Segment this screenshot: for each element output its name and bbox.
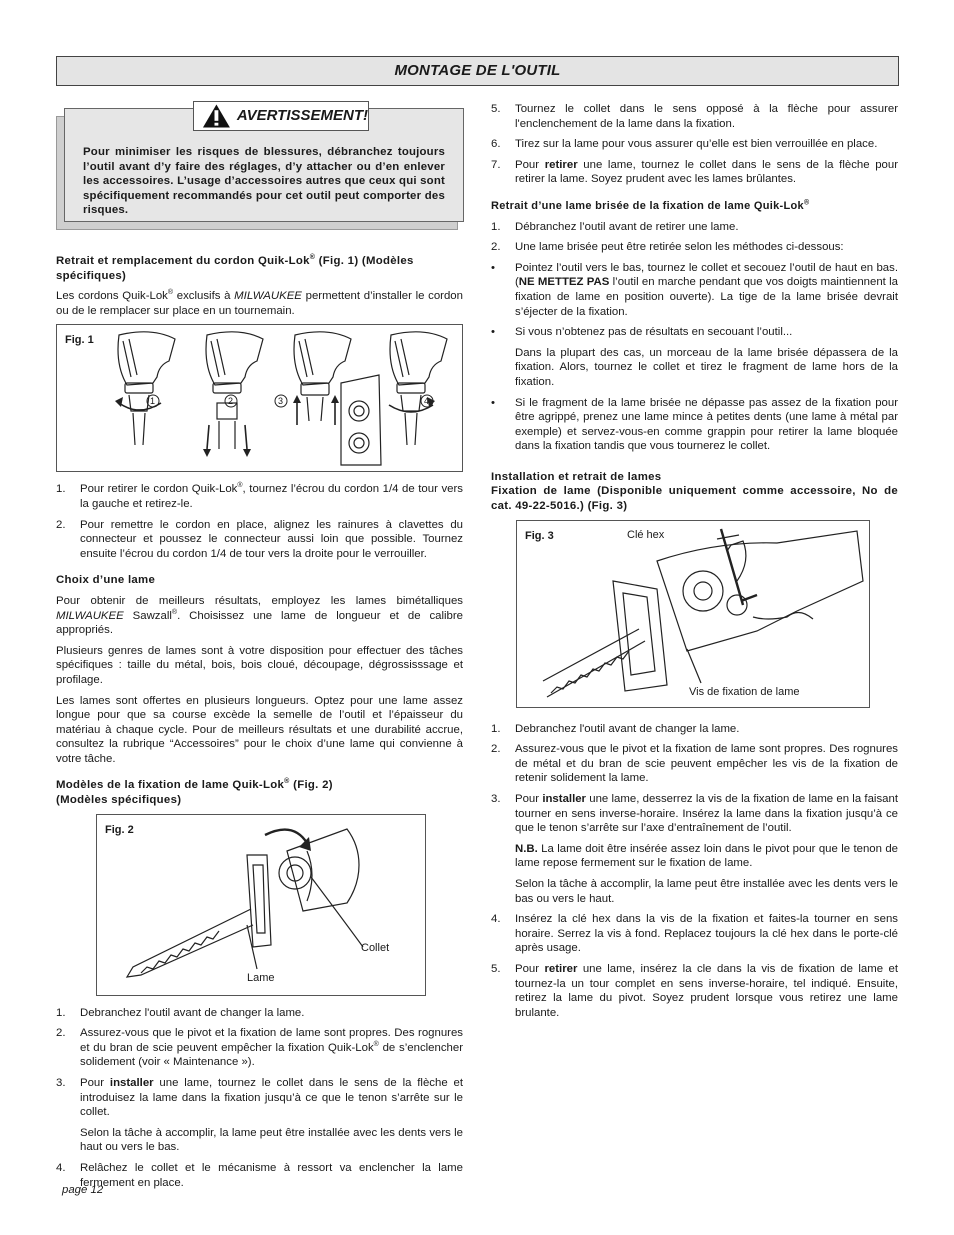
list-item: 1. Debranchez l'outil avant de changer la lame. — [491, 722, 740, 735]
figure-1-label: Fig. 1 — [65, 334, 94, 347]
collet-caption: Collet — [361, 941, 390, 954]
warning-box — [56, 102, 463, 234]
marker-1: 1 — [150, 396, 156, 407]
install-heading-2: Fixation de lame (Disponible uniquement comme accessoire, No de cat. 49-22-5016.) (Fig. 3) — [491, 485, 898, 513]
figure-2 — [96, 814, 426, 996]
figure-2-label: Fig. 2 — [105, 823, 134, 836]
list-item: 6. Tirez sur la lame pour vous assurer qu’elle est bien verrouillée en place. — [491, 138, 878, 151]
figure-3-drawing — [517, 521, 869, 707]
figure-1 — [56, 324, 463, 472]
lame-caption: Lame — [247, 971, 275, 984]
warning-text: Pour minimiser les risques de blessures, débranchez toujours l’outil avant d’y faire des réglages, d’y attacher ou d’en enlever les accessoires. L’usage d’accessoires autres que ceux qui sont spécifiquement recommandés pour cet outil peut comporter des risques. — [83, 146, 445, 217]
list-item: 7. Pour retirer une lame, tournez le collet dans le sens de la flèche pour retirer la lame. Soyez prudent avec les lames brûlantes. — [491, 158, 898, 186]
right-column — [491, 102, 898, 1028]
list-item: • Pointez l’outil vers le bas, tournez le collet et secouez l’outil de haut en bas. (NE METTEZ PAS l’outil en marche pendant que vos doigts maintiennent la fixation de lame en position ouverte). La tige de la lame brisée devrait s’éjecter de la fixation. — [491, 261, 898, 318]
list-item: 2. Assurez-vous que le pivot et la fixation de lame sont propres. Des rognures de métal et du bran de scie peuvent empêcher les vis de la fixation de retenir solidement la lame. — [491, 743, 898, 785]
quiklok-steps-right — [491, 102, 898, 187]
marker-3: 3 — [278, 396, 284, 407]
broken-steps — [491, 220, 898, 454]
list-item: 4. Insérez la clé hex dans la vis de la fixation et faites-la tourner en sens horaire. Serrez la vis à fond. Replacez toujours la clé hex dans le porte-clé après usage. — [491, 913, 898, 955]
blade-choice-p1: Pour obtenir de meilleurs résultats, employez les lames bimétalliques MILWAUKEE Sawzall®. Choisissez une lame de longueur et de calibre appropriés. — [56, 594, 463, 637]
list-item: 1. Debranchez l'outil avant de changer la lame. — [56, 1006, 305, 1019]
list-item: 3. Pour installer une lame, desserrez la vis de la fixation de lame en la faisant tourner en sens inverse-horaire. Insérez la lame dans la fixation jusqu’à ce que le tenon s’arrête sur l’axe d’entraînement de l’outil. N.B. La lame doit être insérée assez loin dans le pivot pour que le tenon de lame repose fermement sur le fixation de lame. Selon la tâche à accomplir, la lame peut être installée avec les dents vers le bas ou vers le haut. — [491, 793, 898, 905]
marker-4: 4 — [424, 396, 430, 407]
install-heading-1: Installation et retrait de lames — [491, 470, 662, 483]
page-number: page 12 — [62, 1184, 104, 1196]
figure-2-drawing — [97, 815, 425, 995]
left-column — [56, 102, 463, 1198]
section-title: MONTAGE DE L'OUTIL — [56, 56, 899, 86]
blade-choice-heading: Choix d’une lame — [56, 574, 156, 587]
install-steps — [491, 722, 898, 1021]
quiklok-heading: Modèles de la fixation de lame Quik-Lok® (Fig. 2) (Modèles spécifiques) — [56, 778, 333, 807]
list-item: 2. Assurez-vous que le pivot et la fixation de lame sont propres. Des rognures et du bran de scie peuvent empêcher la fixation Quik-Lok® de s’enclencher solidement (voir « Maintenance »). — [56, 1027, 463, 1069]
warning-label-text: AVERTISSEMENT! — [236, 106, 368, 124]
figure-1-drawing — [57, 325, 464, 471]
list-item: 2. Pour remettre le cordon en place, alignez les rainures à clavettes du connecteur et poussez le connecteur aussi loin que possible. Tournez ensuite l’écrou du cordon 1/4 de tour vers la droite pour le verrouiller. — [56, 518, 463, 560]
warning-triangle-icon — [202, 103, 231, 129]
blade-choice-p2: Plusieurs genres de lames sont à votre disposition pour effectuer des tâches spécifiques : taille du métal, bois, bois cloué, découpage, dégrossisssage et profilage. — [56, 644, 463, 686]
list-item: • Si vous n’obtenez pas de résultats en secouant l’outil... Dans la plupart des cas, un morceau de la lame brisée dépassera de la fixation. Alors, tournez le collet et tirez le fragment de lame hors de la fixation. — [491, 326, 898, 388]
list-item: 5. Tournez le collet dans le sens opposé à la flèche pour assurer l'enclenchement de la lame dans la fixation. — [491, 103, 898, 130]
list-item: 4. Relâchez le collet et le mécanisme à ressort va enclencher la lame fermement en place. — [56, 1162, 463, 1189]
list-item: 1. Débranchez l’outil avant de retirer une lame. — [491, 220, 739, 233]
cord-steps — [56, 482, 463, 561]
cord-intro: Les cordons Quik-Lok® exclusifs à MILWAUKEE permettent d’installer le cordon ou de le remplacer sur place en un tournemain. — [56, 289, 463, 317]
figure-3 — [516, 520, 870, 708]
quiklok-steps-left — [56, 1006, 463, 1191]
list-item: 2. Une lame brisée peut être retirée selon les méthodes ci-dessous: — [491, 241, 844, 254]
list-item: 3. Pour installer une lame, tournez le collet dans le sens de la flèche et introduisez la lame dans la fixation jusqu’à ce que le tenon s’arrête sur le collet. Selon la tâche à accomplir, la lame peut être installée avec les dents vers le haut ou vers le bas. — [56, 1077, 463, 1154]
cord-heading: Retrait et remplacement du cordon Quik-Lok® (Fig. 1) (Modèles spécifiques) — [56, 254, 414, 282]
marker-2: 2 — [228, 396, 234, 407]
warning-label — [193, 101, 369, 131]
warning-panel — [64, 108, 464, 222]
list-item: • Si le fragment de la lame brisée ne dépasse pas assez de la fixation pour être agrippé, prenez une lame mince à petites dents (une lame à métal par exemple) et servez-vous-en comme grappin pour retirer la lame bloquée dans la fixation tandis que vous tournerez le collet. — [491, 396, 898, 453]
blade-screw-caption: Vis de fixation de lame — [689, 685, 800, 698]
blade-choice-p3: Les lames sont offertes en plusieurs longueurs. Optez pour une lame assez longue pour que sa course excède la semelle de l’outil et l’épaisseur du matériau à chaque cycle. Pour de meilleurs résultats et une durabilité accrue, consultez la rubrique “Accessoires” pour le choix d’une lame qui convienne à votre tâche. — [56, 694, 463, 765]
hex-key-caption: Clé hex — [627, 528, 665, 541]
figure-3-label: Fig. 3 — [525, 529, 554, 542]
list-item: 5. Pour retirer une lame, insérez la cle dans la vis de fixation de lame et tournez-la un tour complet en sens inverse-horaire, tel indiqué. Ensuite, retirez la lame du pivot. Soyez prudent lorsque vous retirez une lame brulante. — [491, 962, 898, 1019]
broken-heading: Retrait d’une lame brisée de la fixation de lame Quik-Lok® — [491, 199, 810, 212]
list-item: 1. Pour retirer le cordon Quik-Lok®, tournez l’écrou du cordon 1/4 de tour vers la gauche et retirez-le. — [56, 482, 463, 510]
